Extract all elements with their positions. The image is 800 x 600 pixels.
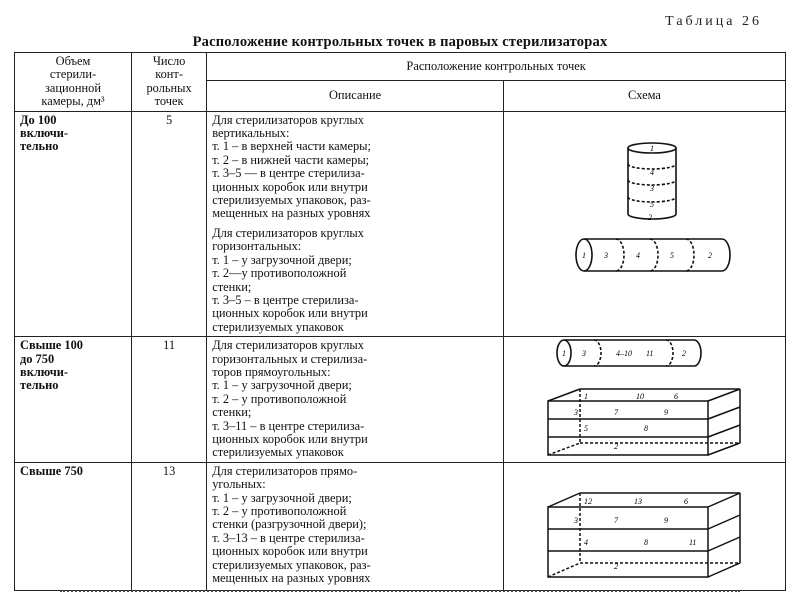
description-text: Для стерилизаторов прямо- угольных: т. 1 – у загрузочной двери; т. 2 – у противоположной стенки (разгрузочной двери); т. 3–13 – в центре стерилиза- ционных коробок или внутри стерилизуемых упаковок, раз- мещенных на разных уровнях <box>212 463 371 586</box>
page-title: Расположение контрольных точек в паровых стерилизаторах <box>192 34 608 50</box>
svg-text:1: 1 <box>583 392 588 402</box>
svg-text:8: 8 <box>643 537 648 547</box>
svg-text:2: 2 <box>707 250 712 260</box>
svg-text:4: 4 <box>649 167 654 177</box>
table-number: Таблица 26 <box>665 14 762 29</box>
svg-text:9: 9 <box>663 408 668 418</box>
svg-text:8: 8 <box>643 424 648 434</box>
header-scheme: Схема <box>503 81 785 111</box>
row-count: 11 <box>132 337 207 463</box>
row-description <box>207 337 504 463</box>
svg-text:6: 6 <box>683 496 688 506</box>
rectangular-chamber-scheme-icon <box>544 491 744 581</box>
header-location: Расположение контрольных точек <box>207 53 786 81</box>
svg-text:13: 13 <box>633 496 642 506</box>
row-description <box>207 462 504 590</box>
svg-text:3: 3 <box>573 515 578 525</box>
header-description: Описание <box>207 81 504 111</box>
table-row <box>15 462 786 590</box>
footer-text-fragment <box>60 590 740 598</box>
row-count: 13 <box>132 462 207 590</box>
svg-text:12: 12 <box>583 496 592 506</box>
row-scheme <box>503 462 785 590</box>
rectangular-chamber-scheme-icon <box>544 387 744 459</box>
header-volume: Объем стерили- зационной камеры, дм³ <box>15 53 132 112</box>
row-volume: Свыше 750 <box>15 462 132 590</box>
svg-text:1: 1 <box>649 143 654 153</box>
svg-text:3: 3 <box>649 183 654 193</box>
svg-text:3: 3 <box>581 349 586 359</box>
svg-text:5: 5 <box>649 199 654 209</box>
svg-text:1: 1 <box>581 250 586 260</box>
svg-text:4–10: 4–10 <box>615 349 632 359</box>
svg-text:11: 11 <box>688 537 697 547</box>
row-scheme <box>503 337 785 463</box>
row-description <box>207 111 504 337</box>
svg-text:3: 3 <box>603 250 608 260</box>
svg-text:4: 4 <box>583 537 588 547</box>
table-row <box>15 111 786 337</box>
svg-text:5: 5 <box>583 424 588 434</box>
description-text: Для стерилизаторов круглых вертикальных: т. 1 – в верхней части камеры; т. 2 – в нижней части камеры; т. 3–5 — в центре стерилиза- ционных коробок или внутри стерилизуемых упаковок, раз- мещенных на разных уровнях <box>212 112 371 221</box>
description-text: Для стерилизаторов круглых горизонтальных: т. 1 – у загрузочной двери; т. 2—у противоположной стенки; т. 3–5 – в центре стерилиза- ционных коробок или внутри стерилизуемых упаковок <box>212 225 368 334</box>
svg-text:2: 2 <box>613 561 618 571</box>
table-row <box>15 337 786 463</box>
vertical-cylinder-scheme-icon <box>622 142 682 224</box>
svg-text:2: 2 <box>681 349 686 359</box>
svg-text:3: 3 <box>573 408 578 418</box>
header-count: Число конт- рольных точек <box>132 53 207 112</box>
svg-text:10: 10 <box>635 392 644 402</box>
row-volume: Свыше 100 до 750 включи- тельно <box>15 337 132 463</box>
control-points-table <box>14 52 786 591</box>
description-text: Для стерилизаторов круглых горизонтальных и стерилиза- торов прямоугольных: т. 1 – у загрузочной двери; т. 2 – у противоположной стенки; т. 3–11 – в центре стерилиза- ционных коробок или внутри стерилизуемых упаковок <box>212 338 368 460</box>
svg-text:7: 7 <box>613 408 618 418</box>
svg-text:7: 7 <box>613 515 618 525</box>
svg-text:6: 6 <box>673 392 678 402</box>
svg-text:2: 2 <box>613 442 618 452</box>
svg-text:4: 4 <box>635 250 640 260</box>
svg-text:11: 11 <box>645 349 654 359</box>
horizontal-cylinder-scheme-icon <box>554 337 704 369</box>
row-volume: До 100 включи- тельно <box>15 111 132 337</box>
row-count: 5 <box>132 111 207 337</box>
svg-text:2: 2 <box>647 212 652 222</box>
svg-text:5: 5 <box>669 250 674 260</box>
row-scheme <box>503 111 785 337</box>
svg-text:9: 9 <box>663 515 668 525</box>
horizontal-cylinder-scheme-icon <box>574 236 734 274</box>
svg-text:1: 1 <box>561 349 566 359</box>
